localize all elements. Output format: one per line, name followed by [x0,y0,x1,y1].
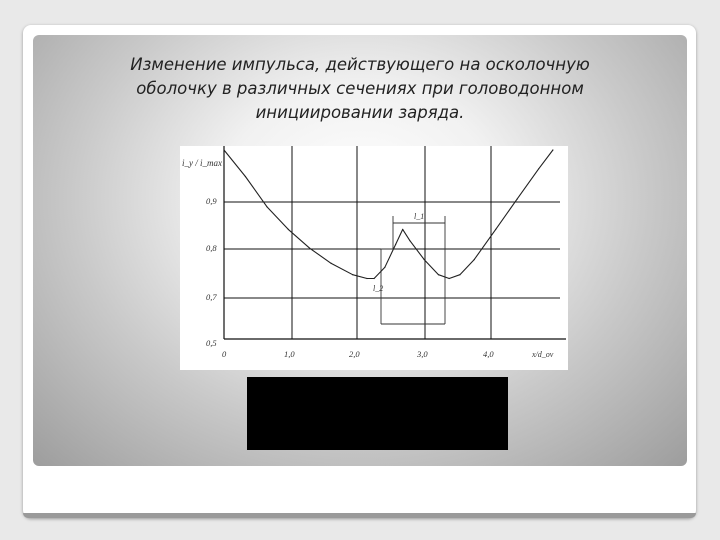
chart-axes [224,146,566,339]
title-line-3: инициировании заряда. [255,103,465,122]
chart-labels [182,158,554,359]
series-point [474,259,475,260]
series-point [449,278,450,279]
y-axis-label: i_y / i_max [182,158,222,168]
series-point [223,149,224,150]
slide-bottom-rule [23,513,696,518]
series-point [309,248,310,249]
slide-title [60,53,660,125]
series-point [266,206,267,207]
series-point [366,278,367,279]
y-tick-label: 0,9 [206,196,217,206]
series-point [438,274,439,275]
chart-grid [224,146,560,339]
redacted-block [247,377,508,450]
impulse-chart [180,146,568,370]
series-point [352,274,353,275]
chart-series [223,149,553,279]
l2-label: l_2 [373,284,384,293]
x-tick-label: 3,0 [417,349,428,359]
x-tick-label: 1,0 [284,349,295,359]
x-axis-label: x/d_ov [532,350,554,359]
chart-annotations [381,216,445,324]
series-point [245,176,246,177]
chart-svg [180,146,568,370]
y-tick-label: 0,7 [206,292,217,302]
series-point [384,267,385,268]
series-point [517,199,518,200]
y-tick-label: 0,8 [206,243,217,253]
series-line [224,150,553,279]
x-tick-label: 4,0 [483,349,494,359]
series-point [538,168,539,169]
series-point [288,229,289,230]
series-point [331,263,332,264]
series-point [402,229,403,230]
series-point [424,259,425,260]
series-point [459,274,460,275]
series-point [552,149,553,150]
title-line-2: оболочку в различных сечениях при головодонном [136,79,584,98]
series-point [495,229,496,230]
series-point [395,244,396,245]
x-tick-label: 0 [222,349,227,359]
y-tick-label: 0,5 [206,338,217,348]
l1-label: l_1 [414,212,425,221]
series-point [409,240,410,241]
x-tick-label: 2,0 [349,349,360,359]
title-line-1: Изменение импульса, действующего на осколочную [130,55,590,74]
series-point [374,278,375,279]
